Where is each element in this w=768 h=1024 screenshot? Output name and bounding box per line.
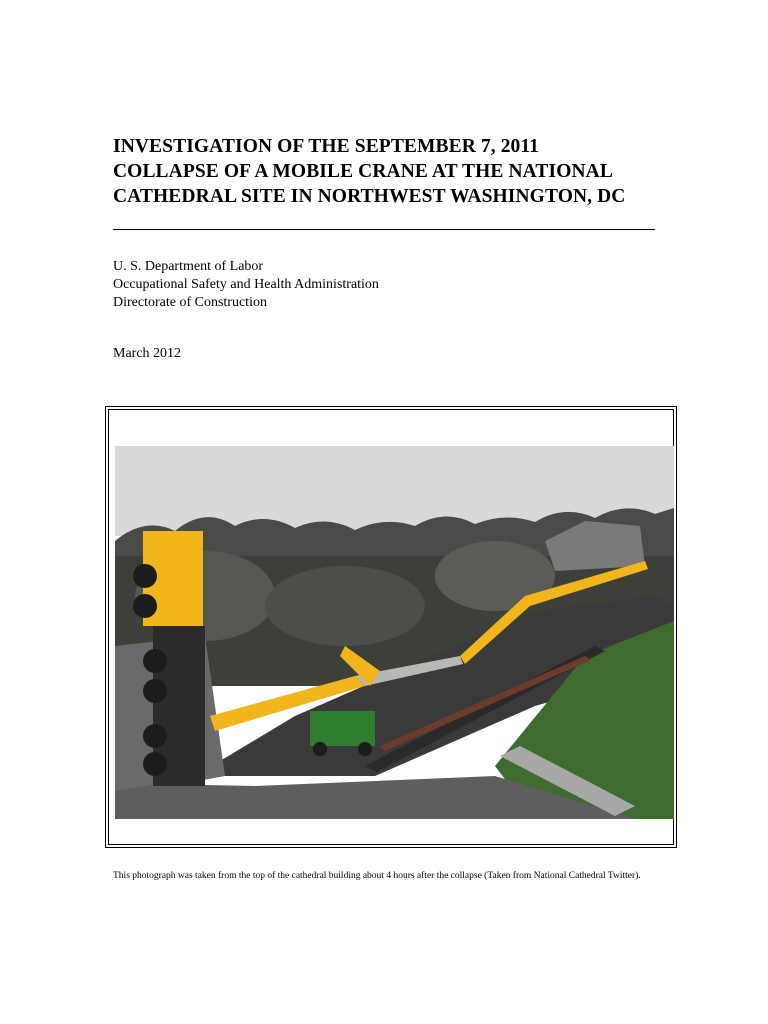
report-date: March 2012 (113, 346, 182, 361)
telehandler (310, 711, 375, 746)
crane-wheel (143, 724, 167, 748)
crane-wheel (143, 649, 167, 673)
photo-frame (105, 406, 677, 848)
title-line-1: INVESTIGATION OF THE SEPTEMBER 7, 2011 (113, 136, 540, 157)
title-underline (113, 229, 655, 230)
photo-caption: This photograph was taken from the top of the cathedral building about 4 hours after the collapse (Taken from National Cathedral Twitter). (113, 871, 641, 881)
crane-collapse-photo (115, 446, 674, 819)
org-department: U. S. Department of Labor (113, 259, 264, 274)
organization-block (113, 258, 379, 312)
vehicle-wheel (358, 742, 372, 756)
crane-wheel (143, 752, 167, 776)
tree-cluster (265, 566, 425, 646)
title-line-3: CATHEDRAL SITE IN NORTHWEST WASHINGTON, DC (113, 186, 626, 207)
crane-wheel (143, 679, 167, 703)
photo-frame-inner (108, 409, 674, 845)
vehicle-wheel (313, 742, 327, 756)
crane-wheel (133, 564, 157, 588)
report-title (113, 134, 673, 209)
org-directorate: Directorate of Construction (113, 295, 267, 310)
crane-wheel (133, 594, 157, 618)
title-line-2: COLLAPSE OF A MOBILE CRANE AT THE NATIONAL (113, 161, 613, 182)
crane-collapse-illustration (115, 446, 674, 819)
org-agency: Occupational Safety and Health Administration (113, 277, 379, 292)
